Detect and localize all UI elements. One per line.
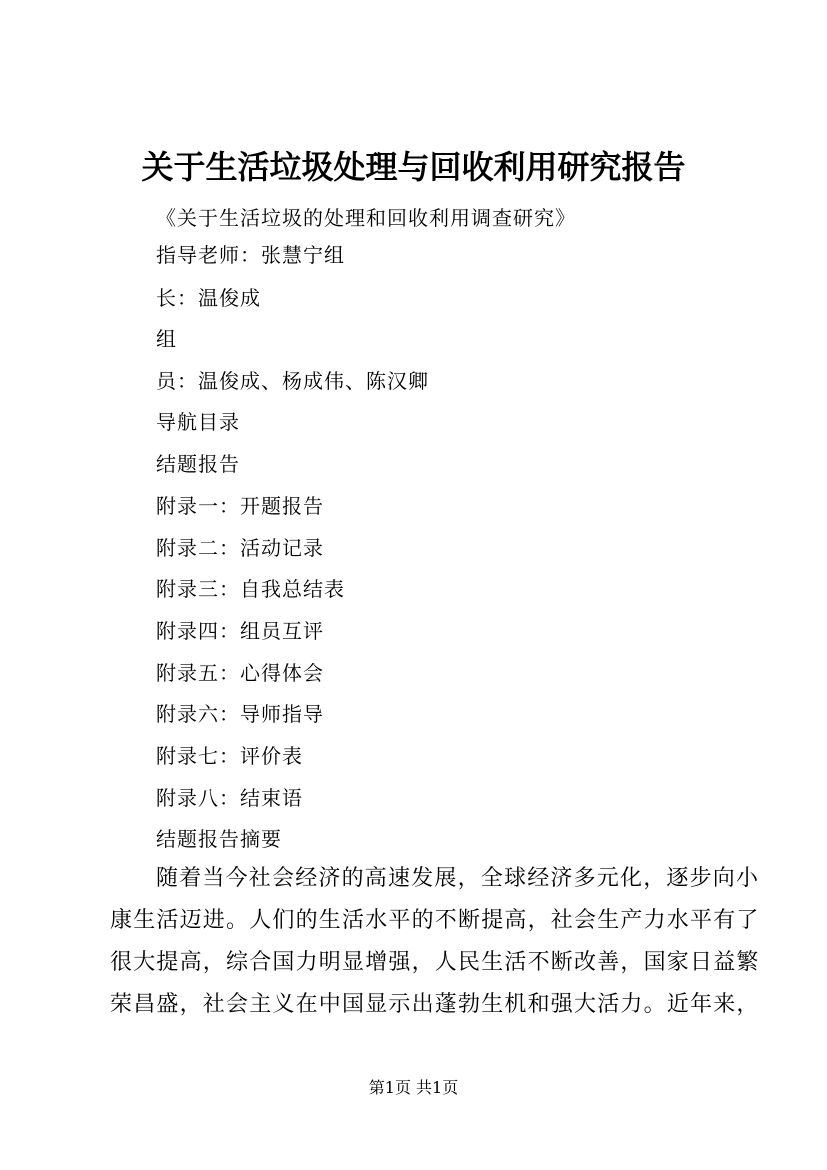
toc-item: 结题报告: [156, 452, 240, 476]
paragraph-line: 荣昌盛，社会主义在中国显示出蓬勃生机和强大活力。近年来，: [110, 992, 760, 1017]
paragraph-line: 随着当今社会经济的高速发展，全球经济多元化，逐步向小: [156, 866, 760, 891]
toc-item: 附录八：结束语: [156, 786, 303, 810]
toc-heading: 导航目录: [156, 410, 240, 434]
advisor-line: 指导老师：张慧宁组: [156, 243, 345, 267]
paragraph-line: 很大提高，综合国力明显增强，人民生活不断改善，国家日益繁: [110, 950, 760, 975]
leader-line: 长：温俊成: [156, 286, 261, 310]
members-line: 员：温俊成、杨成伟、陈汉卿: [156, 369, 429, 393]
toc-item: 附录三：自我总结表: [156, 577, 345, 601]
toc-item: 附录六：导师指导: [156, 702, 324, 726]
abstract-paragraph: [110, 858, 760, 1026]
group-label-line: 组: [156, 327, 177, 351]
toc-item: 附录七：评价表: [156, 744, 303, 768]
paragraph-line: 康生活迈进。人们的生活水平的不断提高，社会生产力水平有了: [110, 908, 760, 933]
document-title: 关于生活垃圾处理与回收利用研究报告: [141, 148, 686, 186]
toc-item: 附录四：组员互评: [156, 619, 324, 643]
toc-item: 附录一：开题报告: [156, 494, 324, 518]
toc-item: 附录二：活动记录: [156, 536, 324, 560]
abstract-heading: 结题报告摘要: [156, 827, 282, 851]
subtitle-line: 《关于生活垃圾的处理和回收利用调查研究》: [156, 206, 576, 230]
page-number: 第1页 共1页: [368, 1078, 459, 1097]
toc-item: 附录五：心得体会: [156, 661, 324, 685]
